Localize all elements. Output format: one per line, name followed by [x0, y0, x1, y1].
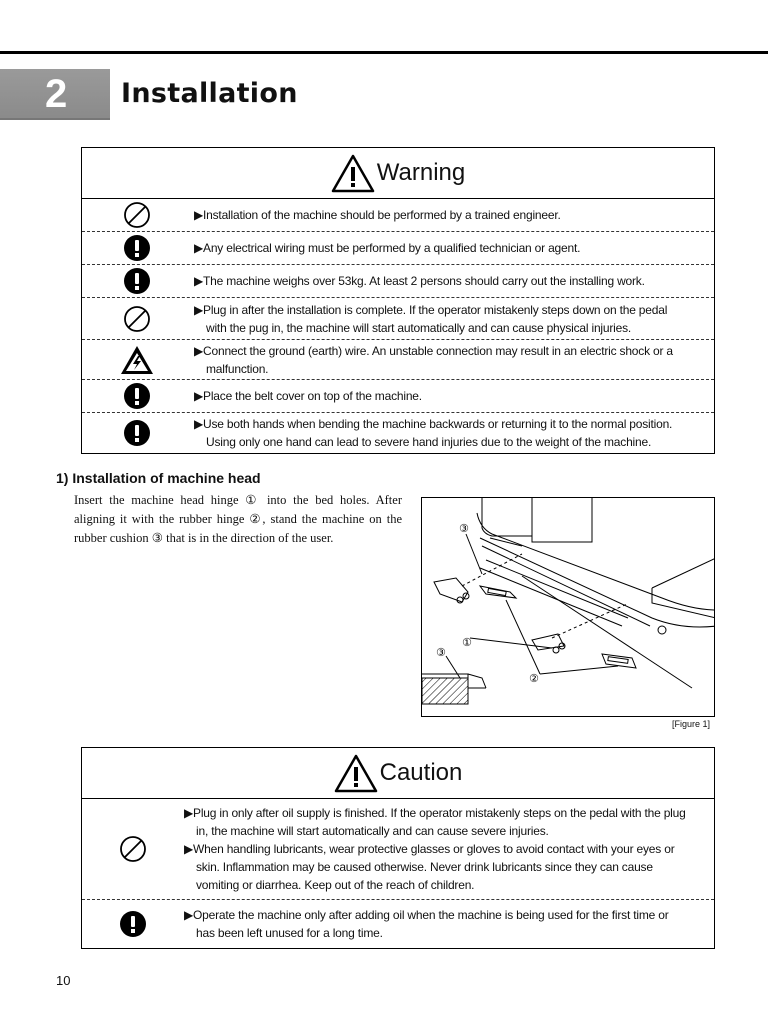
caution-row	[82, 900, 714, 948]
caution-title: Caution	[379, 759, 463, 786]
figure-1	[421, 497, 715, 717]
machine-head-illustration	[422, 498, 715, 717]
exclamation-icon	[123, 419, 151, 447]
exclamation-icon	[123, 267, 151, 295]
section-title: 1) Installation of machine head	[56, 470, 261, 486]
warning-text: ▶Use both hands when bending the machine backwards or returning it to the normal position. Using only one hand can lead to severe hand injuries due to the weight of the machine.	[194, 417, 673, 449]
chapter-underline	[0, 118, 110, 120]
page-number: 10	[56, 973, 71, 988]
warning-row	[82, 265, 714, 298]
warning-header	[82, 148, 714, 199]
top-rule	[0, 51, 768, 54]
figure-label-1: ①	[462, 636, 472, 649]
caution-row	[82, 799, 714, 900]
prohibit-icon	[123, 305, 151, 333]
caution-text: ▶Operate the machine only after adding oil when the machine is being used for the first time or has been left unused for a long time.	[184, 908, 669, 940]
prohibit-icon	[123, 201, 151, 229]
exclamation-icon	[123, 382, 151, 410]
warning-row	[82, 232, 714, 265]
exclamation-icon	[123, 234, 151, 262]
warning-text: ▶Connect the ground (earth) wire. An unstable connection may result in an electric shock or a malfunction.	[194, 343, 673, 376]
warning-text: ▶Plug in after the installation is complete. If the operator mistakenly steps down on the pedal with the pug in, the machine will start automatically and can cause physical injuries.	[194, 302, 668, 335]
chapter-number: 2	[0, 69, 110, 120]
warning-text: ▶Place the belt cover on top of the machine.	[194, 389, 422, 403]
figure-label-3a: ③	[459, 522, 469, 535]
figure-label-3b: ③	[436, 646, 446, 659]
prohibit-icon	[119, 835, 147, 863]
warning-triangle-icon	[334, 753, 378, 793]
caution-header	[82, 748, 714, 799]
electric-shock-icon	[120, 345, 154, 375]
warning-row	[82, 380, 714, 413]
caution-text: ▶Plug in only after oil supply is finished. If the operator mistakenly steps on the pedal with the plug in, the machine will start automatically and can cause severe injuries.	[184, 806, 686, 838]
warning-title: Warning	[376, 159, 466, 186]
caution-text: ▶When handling lubricants, wear protective glasses or gloves to avoid contact with your eyes or skin. Inflammation may be caused otherwise. Never drink lubricants since they can cause vomiting or diarrhea. Keep out of the reach of children.	[184, 842, 675, 892]
exclamation-icon	[119, 910, 147, 938]
warning-triangle-icon	[331, 153, 375, 193]
caution-box	[81, 747, 715, 949]
warning-row	[82, 413, 714, 453]
warning-box	[81, 147, 715, 454]
figure-caption: [Figure 1]	[672, 719, 711, 729]
chapter-title: Installation	[121, 78, 298, 109]
warning-text: ▶Installation of the machine should be performed by a trained engineer.	[194, 208, 561, 222]
warning-text: ▶The machine weighs over 53kg. At least 2 persons should carry out the installing work.	[194, 274, 645, 288]
warning-row	[82, 340, 714, 380]
warning-text: ▶Any electrical wiring must be performed by a qualified technician or agent.	[194, 241, 581, 255]
warning-row	[82, 298, 714, 340]
figure-label-2: ②	[529, 672, 539, 685]
section-body: Insert the machine head hinge ① into the bed holes. After aligning it with the rubber hinge ②, stand the machine on the rubber cushion ③ that is in the direction of the user.	[74, 493, 402, 545]
warning-row	[82, 199, 714, 232]
